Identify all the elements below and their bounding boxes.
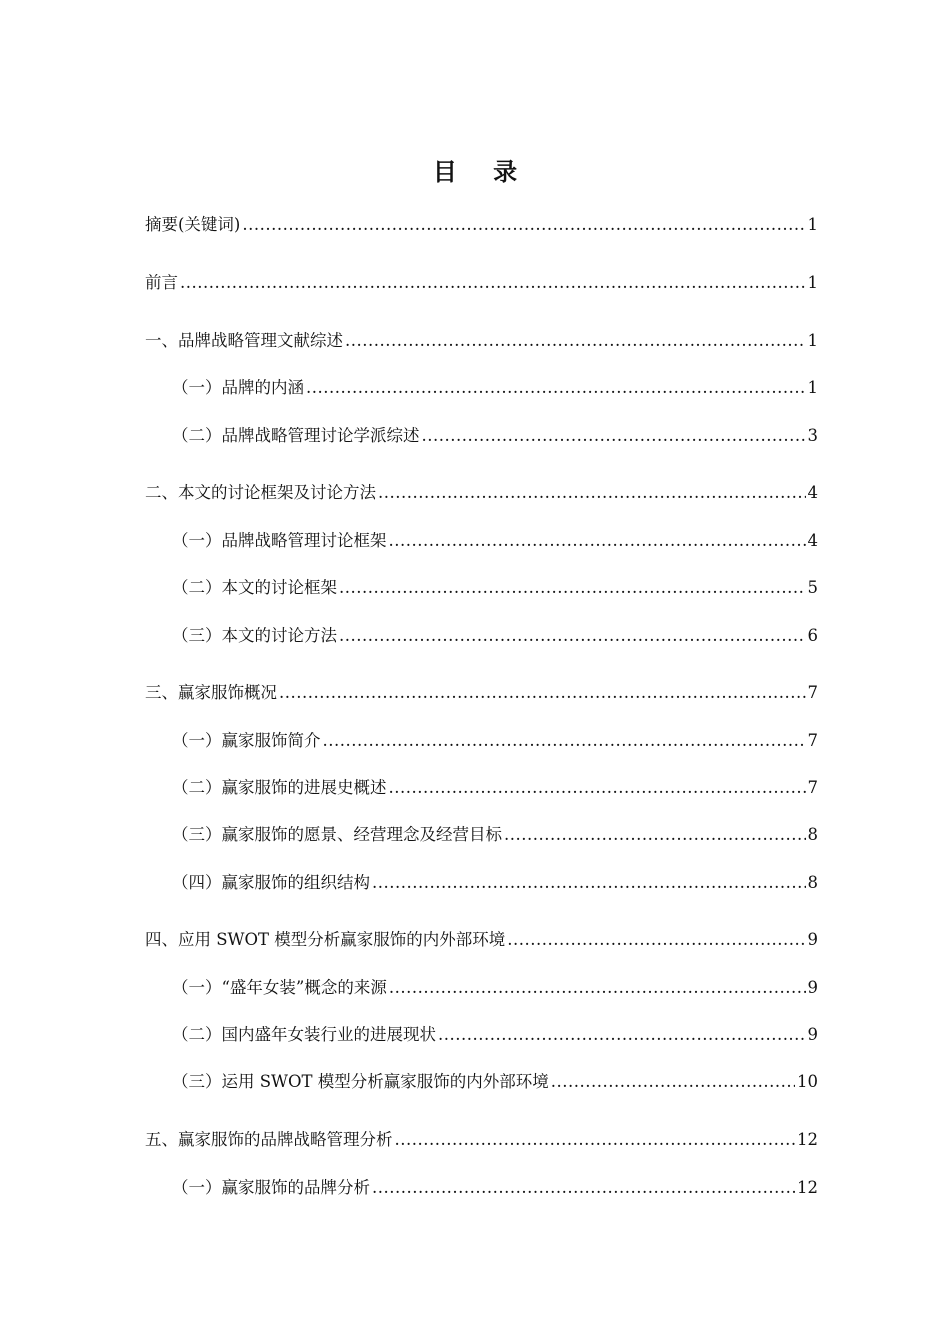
toc-title: 目 录 <box>432 157 532 186</box>
toc-entry[interactable] <box>172 376 818 400</box>
toc-dot-leader <box>551 1070 795 1094</box>
toc-dot-leader <box>180 271 806 295</box>
toc-entry[interactable] <box>172 424 818 448</box>
toc-page-number: 5 <box>807 578 818 597</box>
toc-dot-leader <box>422 424 806 448</box>
toc-dot-leader <box>372 871 806 895</box>
toc-entry-label: （一）品牌战略管理讨论框架 <box>172 531 387 550</box>
toc-entry[interactable] <box>172 576 818 600</box>
toc-page-number: 9 <box>807 930 818 949</box>
toc-dot-leader <box>389 529 806 553</box>
toc-entry-label: 二、本文的讨论框架及讨论方法 <box>145 483 376 502</box>
toc-page-number: 8 <box>807 825 818 844</box>
toc-dot-leader <box>339 624 806 648</box>
toc-entry[interactable] <box>172 624 818 648</box>
toc-entry[interactable] <box>172 1070 818 1094</box>
toc-entry[interactable] <box>145 481 818 505</box>
toc-entry-label: （一）赢家服饰的品牌分析 <box>172 1178 370 1197</box>
toc-entry-label: （三）本文的讨论方法 <box>172 626 337 645</box>
toc-dot-leader <box>372 1176 795 1200</box>
toc-entry-label: （四）赢家服饰的组织结构 <box>172 873 370 892</box>
toc-page-number: 3 <box>807 426 818 445</box>
toc-page-number: 1 <box>807 378 818 397</box>
toc-entry-label: （三）赢家服饰的愿景、经营理念及经营目标 <box>172 825 502 844</box>
toc-page-number: 4 <box>807 483 818 502</box>
toc-entry-label: 摘要(关键词) <box>145 215 241 234</box>
toc-entry[interactable] <box>172 823 818 847</box>
toc-page-number: 8 <box>807 873 818 892</box>
toc-dot-leader <box>279 681 806 705</box>
toc-dot-leader <box>378 481 806 505</box>
toc-entry-label: （二）本文的讨论框架 <box>172 578 337 597</box>
toc-entry[interactable] <box>145 271 818 295</box>
toc-entry[interactable] <box>172 776 818 800</box>
toc-entry[interactable] <box>145 928 818 952</box>
toc-dot-leader <box>242 213 805 237</box>
toc-page-number: 9 <box>807 978 818 997</box>
toc-entry-label: 一、品牌战略管理文献综述 <box>145 331 343 350</box>
toc-dot-leader <box>345 329 806 353</box>
toc-entry-label: 五、赢家服饰的品牌战略管理分析 <box>145 1130 393 1149</box>
toc-entry-label: （一）“盛年女装”概念的来源 <box>172 978 387 997</box>
toc-page-number: 12 <box>797 1178 818 1197</box>
toc-entry[interactable] <box>172 529 818 553</box>
toc-entry[interactable] <box>145 1128 818 1152</box>
toc-page-number: 7 <box>807 683 818 702</box>
toc-page-number: 12 <box>797 1130 818 1149</box>
toc-entry[interactable] <box>172 1176 818 1200</box>
toc-dot-leader <box>395 1128 796 1152</box>
toc-entry-label: （二）赢家服饰的进展史概述 <box>172 778 387 797</box>
toc-entry[interactable] <box>172 871 818 895</box>
toc-dot-leader <box>389 776 806 800</box>
toc-dot-leader <box>438 1023 806 1047</box>
toc-page-number: 1 <box>807 273 818 292</box>
toc-dot-leader <box>389 976 806 1000</box>
toc-entry[interactable] <box>172 729 818 753</box>
toc-dot-leader <box>507 928 805 952</box>
toc-page-number: 7 <box>807 731 818 750</box>
toc-dot-leader <box>306 376 806 400</box>
toc-entry-label: （二）国内盛年女装行业的进展现状 <box>172 1025 436 1044</box>
toc-page-number: 7 <box>807 778 818 797</box>
toc-page-number: 10 <box>797 1072 818 1091</box>
toc-entry[interactable] <box>172 976 818 1000</box>
toc-entry-label: 四、应用 SWOT 模型分析赢家服饰的内外部环境 <box>145 930 506 949</box>
toc-entry[interactable] <box>172 1023 818 1047</box>
toc-page-number: 1 <box>807 215 818 234</box>
toc-page-number: 4 <box>807 531 818 550</box>
toc-entry-label: （一）赢家服饰简介 <box>172 731 321 750</box>
toc-entry-label: （二）品牌战略管理讨论学派综述 <box>172 426 420 445</box>
toc-page-number: 6 <box>807 626 818 645</box>
toc-entry[interactable] <box>145 329 818 353</box>
toc-entry[interactable] <box>145 681 818 705</box>
toc-entry[interactable] <box>145 213 818 237</box>
toc-entry-label: 三、赢家服饰概况 <box>145 683 277 702</box>
toc-dot-leader <box>323 729 806 753</box>
toc-page-number: 9 <box>807 1025 818 1044</box>
toc-page-number: 1 <box>807 331 818 350</box>
toc-dot-leader <box>504 823 806 847</box>
toc-entry-label: 前言 <box>145 273 178 292</box>
toc-entry-label: （三）运用 SWOT 模型分析赢家服饰的内外部环境 <box>172 1072 549 1091</box>
toc-dot-leader <box>339 576 806 600</box>
toc-entry-label: （一）品牌的内涵 <box>172 378 304 397</box>
